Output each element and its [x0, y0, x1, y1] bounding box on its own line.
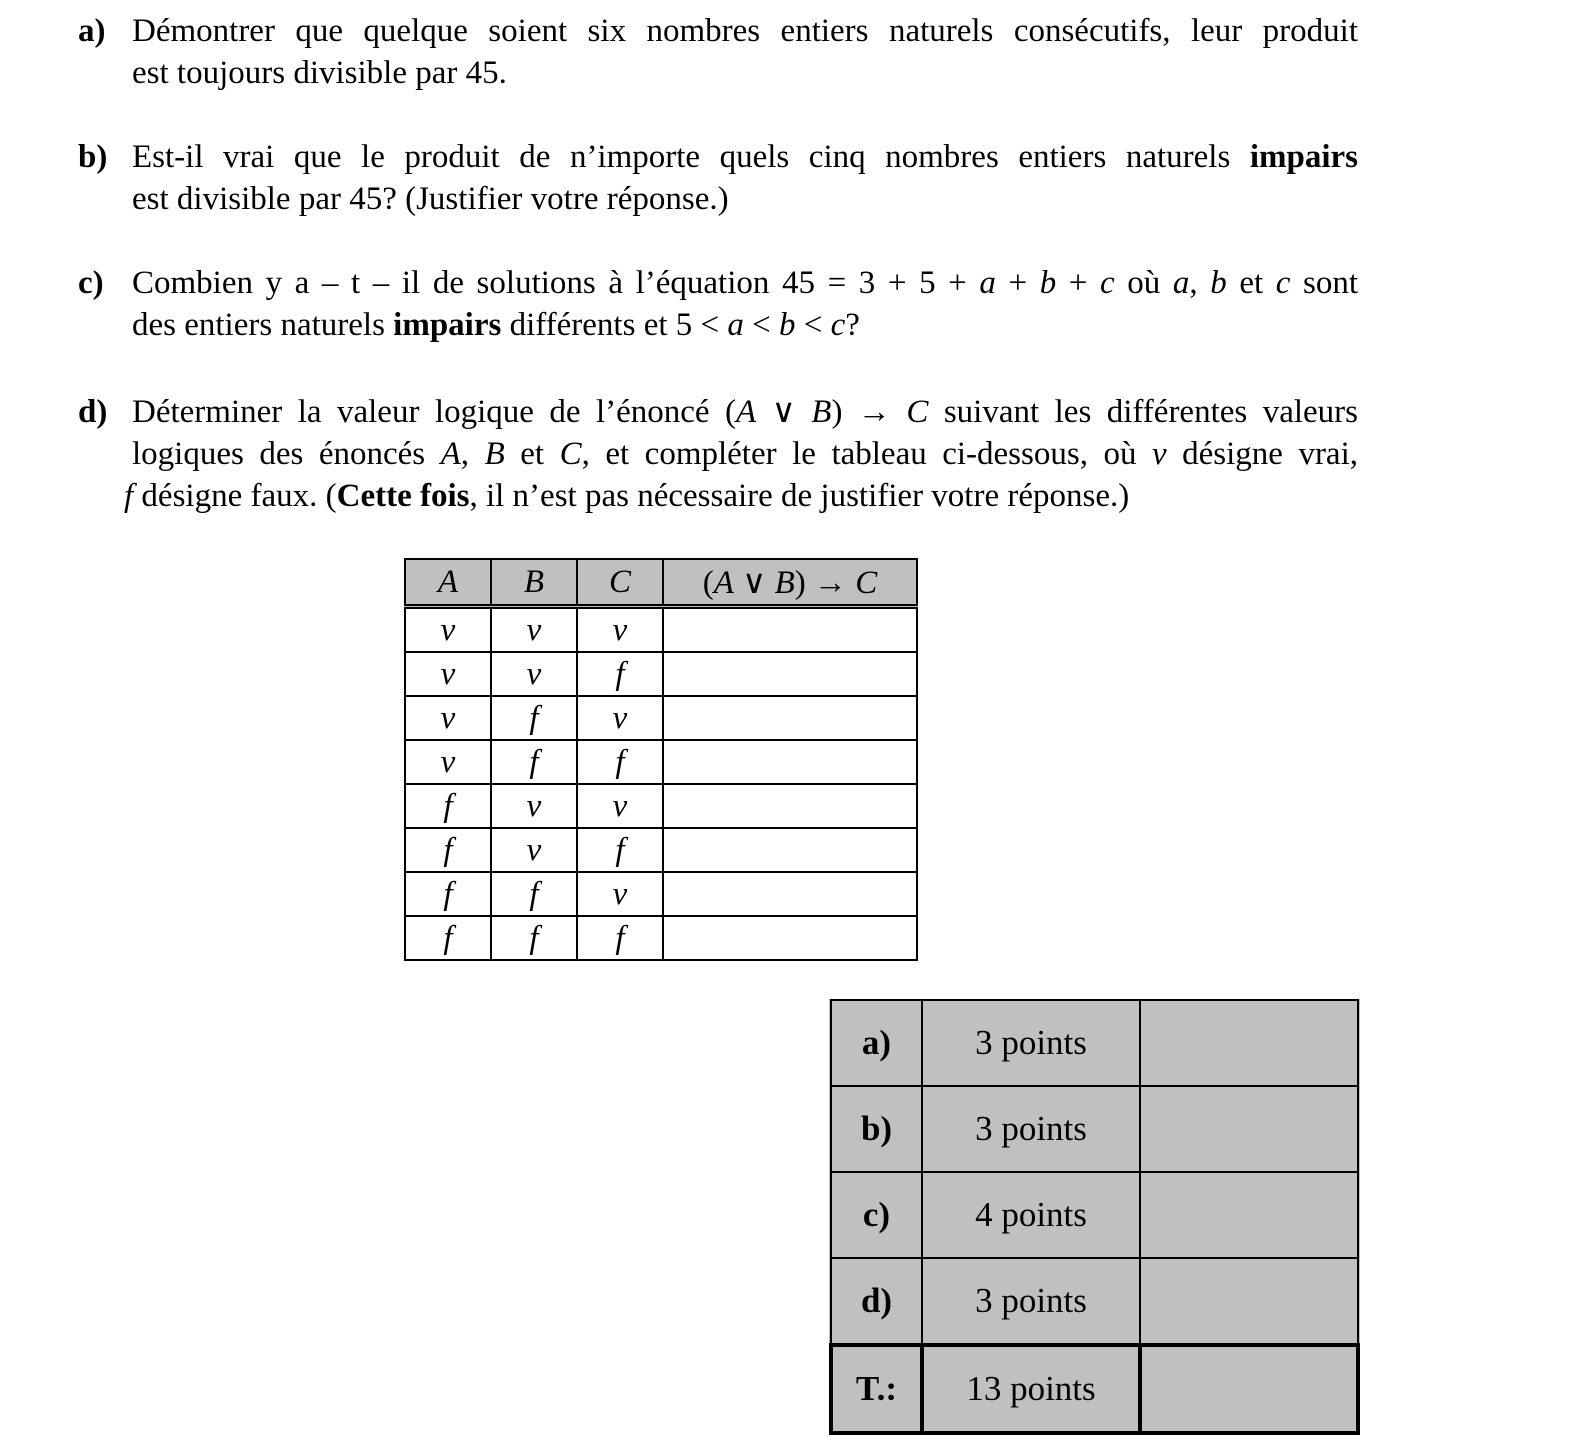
bold-text: impairs — [393, 307, 502, 343]
text-fragment: < — [743, 307, 779, 343]
text-fragment: < — [795, 307, 831, 343]
truth-table-header-row — [405, 559, 917, 607]
math-var: B — [484, 436, 505, 472]
points-row — [831, 1000, 1358, 1086]
points-row — [831, 1086, 1358, 1172]
question-label: b) — [78, 139, 108, 175]
cell-a: v — [405, 740, 491, 784]
math-var: c — [830, 307, 846, 343]
math-var: B — [774, 565, 795, 601]
answer-cell[interactable] — [663, 784, 917, 828]
cell-b: f — [491, 740, 577, 784]
text-fragment: et — [504, 436, 560, 472]
text-fragment: + — [995, 265, 1040, 301]
text-fragment: Combien y a – t – il de solutions à l’équation 45 = 3 + 5 + — [132, 265, 980, 301]
math-var: a — [727, 307, 744, 343]
table-row — [405, 828, 917, 872]
table-row — [405, 916, 917, 960]
text-line — [132, 262, 1358, 304]
points-value: 3 points — [922, 1258, 1140, 1345]
table-row — [405, 740, 917, 784]
cell-b: v — [491, 828, 577, 872]
text-line — [132, 433, 1358, 475]
question-b — [78, 136, 1358, 220]
question-label: d) — [78, 394, 108, 430]
cell-c: f — [577, 652, 663, 696]
text-fragment: où — [1114, 265, 1173, 301]
points-row — [831, 1258, 1358, 1345]
text-line: Démontrer que quelque soient six nombres entiers naturels consécutifs, leur produit — [132, 13, 1358, 49]
math-var: b — [1210, 265, 1227, 301]
truth-table — [404, 558, 918, 961]
math-var: A — [736, 394, 757, 430]
points-value: 3 points — [922, 1086, 1140, 1172]
part-label: a) — [831, 1000, 922, 1086]
cell-c: f — [577, 828, 663, 872]
text-line — [124, 475, 1358, 517]
question-a — [78, 10, 1358, 94]
question-text — [124, 391, 1358, 517]
question-label: a) — [78, 13, 106, 49]
cell-b: v — [491, 784, 577, 828]
text-line — [132, 136, 1358, 178]
score-cell[interactable] — [1140, 1000, 1358, 1086]
table-row — [405, 696, 917, 740]
math-var: f — [124, 478, 134, 514]
points-row — [831, 1172, 1358, 1258]
answer-cell[interactable] — [663, 696, 917, 740]
cell-c: v — [577, 696, 663, 740]
text-fragment: + — [1056, 265, 1100, 301]
math-var: A — [713, 565, 734, 601]
math-var: b — [1039, 265, 1057, 301]
cell-a: v — [405, 607, 491, 653]
answer-cell[interactable] — [663, 916, 917, 960]
text-fragment: désigne faux. ( — [133, 478, 337, 514]
total-points: 13 points — [922, 1345, 1140, 1433]
text-line — [132, 391, 1358, 433]
table-row — [405, 652, 917, 696]
total-label: T.: — [831, 1345, 922, 1433]
cell-b: v — [491, 652, 577, 696]
table-row — [405, 872, 917, 916]
cell-a: f — [405, 872, 491, 916]
math-var: c — [1100, 265, 1115, 301]
question-text — [132, 262, 1358, 346]
header-cell-c: C — [577, 559, 663, 607]
text-fragment: des entiers naturels — [132, 307, 394, 343]
text-fragment: sont — [1290, 265, 1358, 301]
points-value: 4 points — [922, 1172, 1140, 1258]
text-fragment: différents et 5 < — [501, 307, 728, 343]
bold-text: impairs — [1249, 139, 1358, 175]
text-fragment: , — [1189, 265, 1211, 301]
answer-cell[interactable] — [663, 652, 917, 696]
text-line: est toujours divisible par 45. — [132, 55, 507, 91]
points-table — [829, 999, 1360, 1435]
answer-cell[interactable] — [663, 828, 917, 872]
score-cell[interactable] — [1140, 1258, 1358, 1345]
text-fragment: logiques des énoncés — [132, 436, 441, 472]
table-row — [405, 607, 917, 653]
cell-c: v — [577, 607, 663, 653]
header-cell-b: B — [491, 559, 577, 607]
cell-a: f — [405, 784, 491, 828]
header-cell-expression — [663, 559, 917, 607]
cell-b: f — [491, 696, 577, 740]
text-fragment: , il n’est pas nécessaire de justifier votre réponse.) — [469, 478, 1130, 514]
text-line: est divisible par 45? (Justifier votre réponse.) — [132, 181, 729, 217]
text-line — [132, 304, 1358, 346]
math-var: v — [1151, 436, 1167, 472]
math-var: C — [855, 565, 878, 601]
math-var: B — [811, 394, 832, 430]
cell-c: v — [577, 784, 663, 828]
math-var: C — [906, 394, 929, 430]
cell-a: v — [405, 652, 491, 696]
math-var: c — [1275, 265, 1291, 301]
part-label: b) — [831, 1086, 922, 1172]
cell-c: v — [577, 872, 663, 916]
cell-c: f — [577, 740, 663, 784]
question-c — [78, 262, 1358, 346]
text-fragment: Est-il vrai que le produit de n’importe quels cinq nombres entiers naturels — [132, 139, 1250, 175]
answer-cell[interactable] — [663, 872, 917, 916]
answer-cell[interactable] — [663, 607, 917, 653]
text-fragment: , et compléter le tableau ci-dessous, où — [581, 436, 1152, 472]
text-fragment: désigne vrai, — [1166, 436, 1358, 472]
bold-text: Cette fois — [336, 478, 470, 514]
score-cell[interactable] — [1140, 1086, 1358, 1172]
math-var: a — [979, 265, 996, 301]
score-cell[interactable] — [1140, 1172, 1358, 1258]
text-fragment: Déterminer la valeur logique de l’énoncé ( — [132, 394, 737, 430]
cell-b: f — [491, 872, 577, 916]
text-fragment: et — [1226, 265, 1276, 301]
answer-cell[interactable] — [663, 740, 917, 784]
header-cell-a: A — [405, 559, 491, 607]
cell-a: f — [405, 828, 491, 872]
question-text — [132, 136, 1358, 220]
question-d — [78, 391, 1358, 517]
text-fragment: , — [460, 436, 485, 472]
math-var: A — [440, 436, 461, 472]
points-total-row — [831, 1345, 1358, 1433]
question-text — [132, 10, 1358, 94]
math-var: a — [1172, 265, 1190, 301]
table-row — [405, 784, 917, 828]
total-score-cell[interactable] — [1140, 1345, 1358, 1433]
text-fragment: suivant les différentes valeurs — [928, 394, 1358, 430]
cell-b: f — [491, 916, 577, 960]
text-fragment: ( — [702, 565, 714, 601]
text-fragment: ) → — [831, 394, 907, 430]
text-fragment: ) → — [794, 565, 856, 601]
text-fragment: ∨ — [733, 565, 775, 601]
text-fragment: ∨ — [756, 394, 812, 430]
part-label: c) — [831, 1172, 922, 1258]
cell-a: f — [405, 916, 491, 960]
question-label: c) — [78, 265, 104, 301]
math-var: C — [559, 436, 582, 472]
points-value: 3 points — [922, 1000, 1140, 1086]
text-fragment: ? — [845, 307, 860, 343]
cell-b: v — [491, 607, 577, 653]
part-label: d) — [831, 1258, 922, 1345]
cell-a: v — [405, 696, 491, 740]
math-var: b — [779, 307, 796, 343]
cell-c: f — [577, 916, 663, 960]
